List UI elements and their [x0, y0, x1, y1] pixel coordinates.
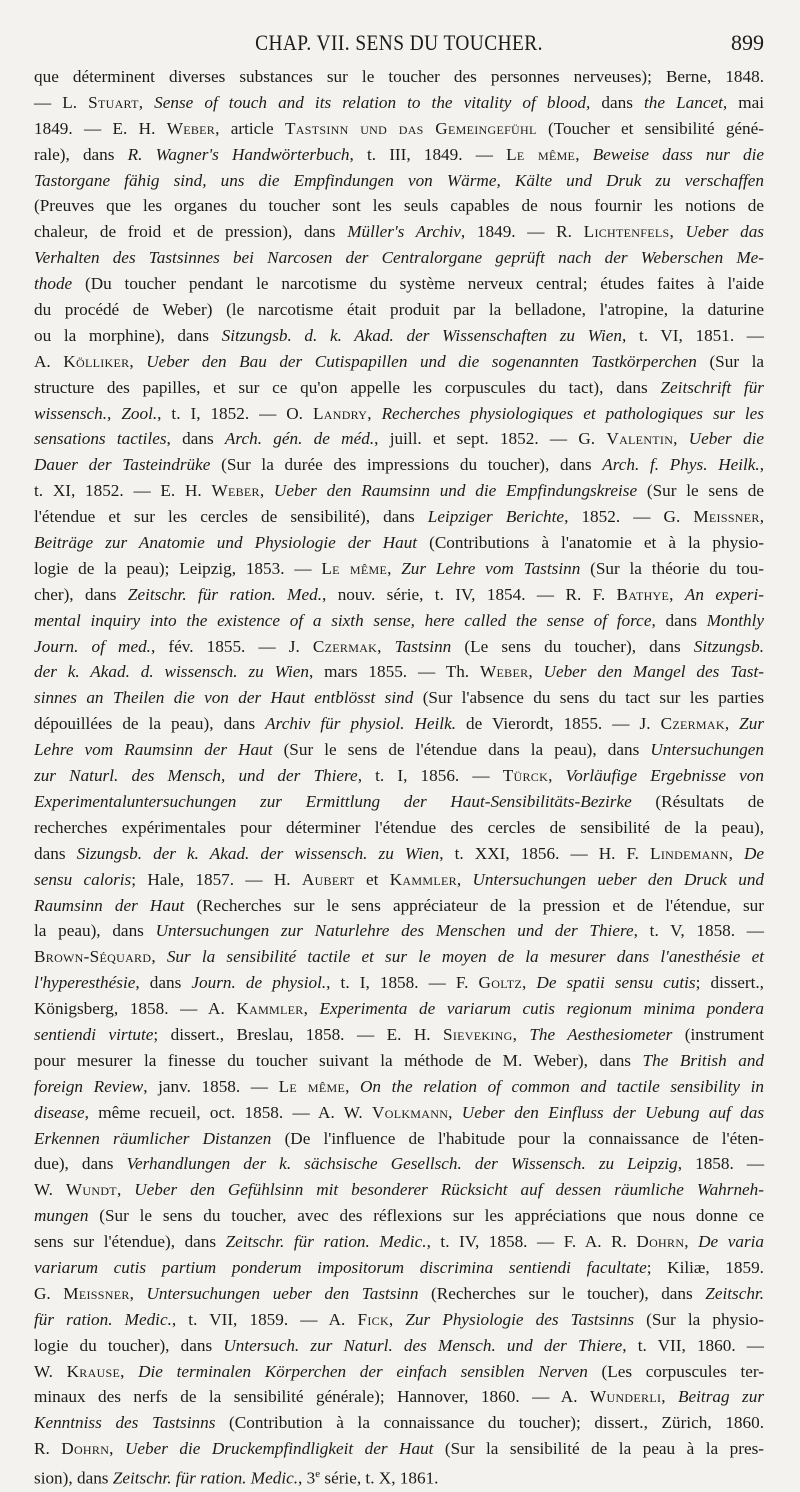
text-line: sensu caloris; Hale, 1857. — H. Aubert et Kammler, Untersuchungen ueber den Druck und [34, 869, 765, 889]
text-line: rale), dans R. Wagner's Handwörterbuch, t. III, 1849. — Le même, Beweise dass nur die [34, 144, 764, 164]
text-line: mental inquiry into the existence of a sixth sense, here called the sense of force, dans Monthly [34, 610, 764, 630]
text-line: logie du toucher), dans Untersuch. zur Naturl. des Mensch. und der Thiere, t. VII, 1860. — [34, 1335, 764, 1355]
text-line: — L. Stuart, Sense of touch and its relation to the vitality of blood, dans the Lancet, mai [34, 92, 765, 112]
text-line: G. Meissner, Untersuchungen ueber den Tastsinn (Recherches sur le toucher), dans Zeitschr. [34, 1283, 765, 1303]
text-line: dépouillées de la peau), dans Archiv für physiol. Heilk. de Vierordt, 1855. — J. Czermak, Zur [34, 714, 765, 734]
text-line: variarum cutis partium ponderum impositorum discrimina sentiendi facultate; Kiliæ, 1859. [34, 1257, 764, 1277]
text-line: foreign Review, janv. 1858. — Le même, On the relation of common and tactile sensibility in [34, 1076, 764, 1096]
text-line: que déterminent diverses substances sur le toucher des personnes nerveuses); Berne, 1848. [34, 67, 764, 86]
text-line: Brown-Séquard, Sur la sensibilité tactile et sur le moyen de la mesurer dans l'anesthésie et [34, 947, 765, 967]
text-line: (Preuves que les organes du toucher sont les seuls capables de nous fournir les notions de [34, 196, 764, 216]
text-line: recherches expérimentales pour déterminer l'étendue des cercles de sensibilité de la peau), [34, 817, 764, 837]
text-line: due), dans Verhandlungen der k. sächsische Gesellsch. der Wissensch. zu Leipzig, 1858. — [34, 1154, 765, 1174]
text-line: Lehre vom Raumsinn der Haut (Sur le sens de l'étendue dans la peau), dans Untersuchungen [34, 740, 764, 760]
text-line: R. Dohrn, Ueber die Druckempfindligkeit der Haut (Sur la sensibilité de la peau à la pres- [34, 1439, 764, 1459]
text-line: chaleur, de froid et de pression), dans Müller's Archiv, 1849. — R. Lichtenfels, Ueber das [34, 222, 764, 242]
text-line: minaux des nerfs de la sensibilité générale); Hannover, 1860. — A. Wunderli, Beitrag zur [34, 1387, 765, 1407]
text-line: du procédé de Weber) (le narcotisme était produit par la belladone, l'atropine, la daturine [34, 300, 764, 320]
text-line: logie de la peau); Leipzig, 1853. — Le même, Zur Lehre vom Tastsinn (Sur la théorie du tou- [34, 558, 764, 578]
page-number: 899 [731, 30, 764, 55]
text-line: wissensch., Zool., t. I, 1852. — O. Landry, Recherches physiologiques et pathologiques sur les [34, 403, 764, 423]
text-line: sentiendi virtute; dissert., Breslau, 1858. — E. H. Sieveking, The Aesthesiometer (instrument [34, 1024, 764, 1044]
text-line: sinnes an Theilen die von der Haut entblösst sind (Sur l'absence du sens du tact sur les parties [34, 688, 765, 708]
text-line: thode (Du toucher pendant le narcotisme du système nerveux central; études faites à l'aide [34, 274, 764, 294]
text-line: cher), dans Zeitschr. für ration. Med., nouv. série, t. IV, 1854. — R. F. Bathye, An experi- [34, 584, 764, 604]
text-line: pour mesurer la finesse du toucher suivant la méthode de M. Weber), dans The British and [34, 1050, 765, 1070]
bibliography-paragraph [34, 64, 764, 1488]
text-line: Königsberg, 1858. — A. Kammler, Experimenta de variarum cutis regionum minima pondera [34, 999, 764, 1019]
text-line: Verhalten des Tastsinnes bei Narcosen der Centralorgane geprüft nach der Weberschen Me- [34, 248, 764, 268]
text-line: 1849. — E. H. Weber, article Tastsinn und das Gemeingefühl (Toucher et sensibilité géné- [34, 118, 764, 138]
text-line: Erkennen räumlicher Distanzen (De l'influence de l'habitude pour la connaissance de l'éten- [34, 1128, 764, 1148]
text-line: Dauer der Tasteindrüke (Sur la durée des impressions du toucher), dans Arch. f. Phys. Heilk., [34, 455, 765, 475]
text-line: structure des papilles, et sur ce qu'on appelle les corpuscules du tact), dans Zeitschrift für [34, 377, 764, 397]
text-line: Kenntniss des Tastsinns (Contribution à la connaissance du toucher); dissert., Zürich, 1860. [34, 1413, 764, 1433]
text-line: für ration. Medic., t. VII, 1859. — A. Fick, Zur Physiologie des Tastsinns (Sur la physio- [34, 1309, 764, 1329]
text-line: l'étendue et sur les cercles de sensibilité), dans Leipziger Berichte, 1852. — G. Meissner, [34, 507, 764, 527]
text-line: la peau), dans Untersuchungen zur Naturlehre des Menschen und der Thiere, t. V, 1858. — [34, 921, 764, 941]
text-line: zur Naturl. des Mensch, und der Thiere, t. I, 1856. — Türck, Vorläufige Ergebnisse von [34, 766, 764, 786]
text-line: W. Wundt, Ueber den Gefühlsinn mit besonderer Rücksicht auf dessen räumliche Wahrneh- [34, 1180, 764, 1200]
text-line: der k. Akad. d. wissensch. zu Wien, mars 1855. — Th. Weber, Ueber den Mangel des Tast- [34, 662, 764, 682]
running-head [34, 0, 764, 64]
text-line: A. Kölliker, Ueber den Bau der Cutispapillen und die sogenannten Tastkörperchen (Sur la [34, 351, 764, 371]
text-line: Experimentaluntersuchungen zur Ermittlung der Haut-Sensibilitäts-Bezirke (Résultats de [34, 791, 764, 811]
text-line: sens sur l'étendue), dans Zeitschr. für ration. Medic., t. IV, 1858. — F. A. R. Dohrn, De varia [34, 1232, 765, 1252]
text-line: Beiträge zur Anatomie und Physiologie der Haut (Contributions à l'anatomie et à la physio- [34, 533, 764, 553]
text-line: t. XI, 1852. — E. H. Weber, Ueber den Raumsinn und die Empfindungskreise (Sur le sens de [34, 481, 764, 501]
text-line: sensations tactiles, dans Arch. gén. de méd., juill. et sept. 1852. — G. Valentin, Ueber die [34, 429, 765, 449]
text-line: dans Sizungsb. der k. Akad. der wissensch. zu Wien, t. XXI, 1856. — H. F. Lindemann, De [34, 843, 764, 863]
text-line: sion), dans Zeitschr. für ration. Medic., 3e série, t. X, 1861. [34, 1468, 439, 1488]
text-line: ou la morphine), dans Sitzungsb. d. k. Akad. der Wissenschaften zu Wien, t. VI, 1851. — [34, 325, 764, 345]
text-line: Tastorgane fähig sind, uns die Empfindungen von Wärme, Kälte und Druk zu verschaffen [34, 170, 764, 190]
text-line: mungen (Sur le sens du toucher, avec des réflexions sur les appréciations que nous donne ce [34, 1206, 764, 1226]
text-line: W. Krause, Die terminalen Körperchen der einfach sensiblen Nerven (Les corpuscules ter- [34, 1361, 764, 1381]
chapter-title: CHAP. VII. SENS DU TOUCHER. [255, 30, 543, 55]
text-line: disease, même recueil, oct. 1858. — A. W. Volkmann, Ueber den Einfluss der Uebung auf das [34, 1102, 765, 1122]
text-line: Raumsinn der Haut (Recherches sur le sens appréciateur de la pression et de l'étendue, sur [34, 895, 764, 915]
text-line: Journ. of med., fév. 1855. — J. Czermak, Tastsinn (Le sens du toucher), dans Sitzungsb. [34, 636, 764, 656]
text-line: l'hyperesthésie, dans Journ. de physiol., t. I, 1858. — F. Goltz, De spatii sensu cutis; dissert., [34, 973, 764, 993]
